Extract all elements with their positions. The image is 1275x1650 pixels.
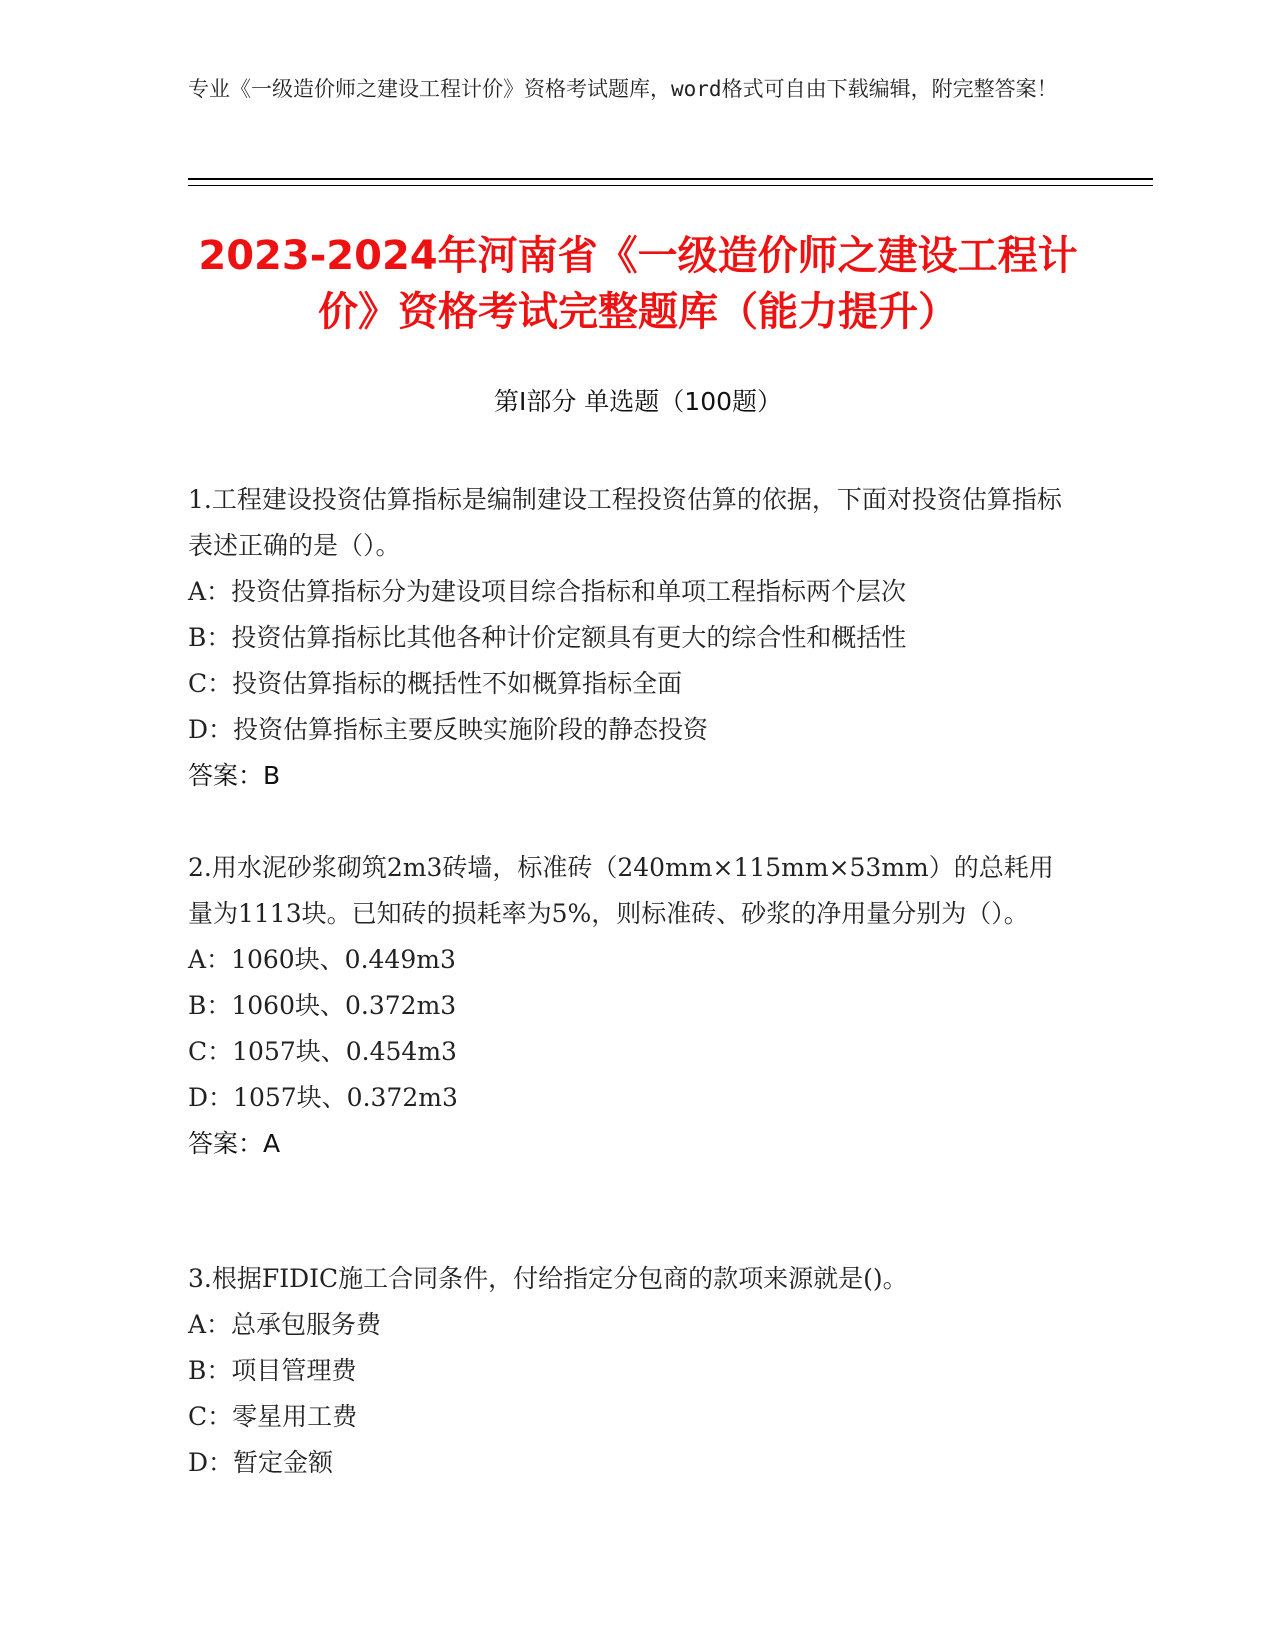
option-a: A：总承包服务费 — [188, 1310, 382, 1339]
question-stem: 3.根据FIDIC施工合同条件，付给指定分包商的款项来源就是()。 — [188, 1264, 908, 1293]
option-d: D：暂定金额 — [188, 1448, 334, 1477]
answer-line: 答案：A — [188, 1129, 281, 1158]
question-stem: 1.工程建设投资估算指标是编制建设工程投资估算的依据，下面对投资估算指标表述正确的是（）。 — [188, 485, 1062, 560]
option-a: A：投资估算指标分为建设项目综合指标和单项工程指标两个层次 — [188, 577, 907, 606]
header-divider-thin — [188, 185, 1153, 186]
question-stem: 2.用水泥砂浆砌筑2m3砖墙，标准砖（240mm×115mm×53mm）的总耗用量为1113块。已知砖的损耗率为5%，则标准砖、砂浆的净用量分别为（）。 — [188, 853, 1054, 928]
question-block — [188, 845, 1068, 1167]
option-d: D：1057块、0.372m3 — [188, 1083, 458, 1112]
option-c: C：零星用工费 — [188, 1402, 358, 1431]
question-block — [188, 477, 1068, 799]
option-c: C：投资估算指标的概括性不如概算指标全面 — [188, 669, 683, 698]
question-block — [188, 1256, 1068, 1486]
document-title: 2023-2024年河南省《一级造价师之建设工程计价》资格考试完整题库（能力提升） — [198, 233, 1078, 335]
header-divider-thick — [188, 178, 1153, 180]
option-b: B：1060块、0.372m3 — [188, 991, 457, 1020]
option-d: D：投资估算指标主要反映实施阶段的静态投资 — [188, 715, 709, 744]
section-heading: 第Ⅰ部分 单选题（100题） — [493, 387, 783, 416]
option-b: B：项目管理费 — [188, 1356, 357, 1385]
option-b: B：投资估算指标比其他各种计价定额具有更大的综合性和概括性 — [188, 623, 907, 652]
answer-line: 答案：B — [188, 761, 281, 790]
header-note: 专业《一级造价师之建设工程计价》资格考试题库，word格式可自由下载编辑，附完整答案！ — [188, 77, 1058, 101]
option-c: C：1057块、0.454m3 — [188, 1037, 457, 1066]
option-a: A：1060块、0.449m3 — [188, 945, 456, 974]
